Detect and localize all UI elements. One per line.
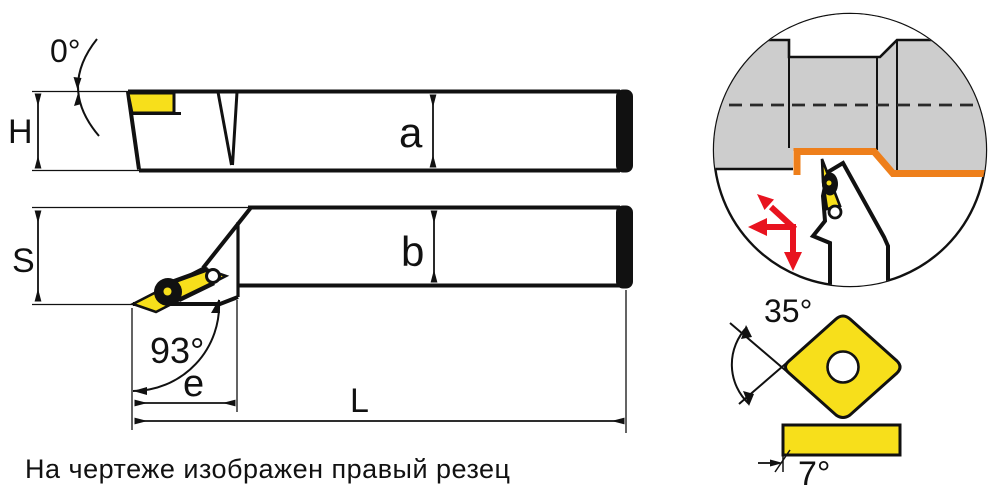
detail-screw: [829, 206, 841, 218]
rake-angle-arrow-upper: [74, 77, 82, 90]
e-dimension-label: e: [183, 363, 205, 405]
overall-length-label: L: [350, 382, 369, 420]
holder-height-label: H: [8, 113, 33, 151]
insert-side-view: [783, 425, 900, 455]
b-dimension-label: b: [401, 228, 425, 275]
side-view-insert: [128, 93, 174, 113]
point-angle-label: 35°: [764, 293, 813, 329]
rake-angle-label: 0°: [50, 33, 81, 69]
drawing-caption: На чертеже изображен правый резец: [25, 454, 511, 484]
side-view-shank-end-cap: [616, 90, 633, 173]
plan-view-dim-extension-lines: [132, 290, 626, 433]
detail-clamp-center: [827, 181, 832, 186]
insert-detail: [730, 293, 900, 493]
side-view-extension-lines: [32, 92, 140, 171]
plan-view-clamp-screw-center: [164, 288, 172, 296]
side-view: [8, 33, 633, 173]
machining-detail-circle: [700, 0, 1000, 295]
plan-view-nose-edge: [203, 208, 251, 269]
plan-view-extension-lines: [32, 208, 250, 305]
a-dimension-label: a: [399, 109, 423, 156]
insert-hole: [828, 352, 859, 383]
clearance-arrow-head: [770, 460, 783, 467]
plan-view: [12, 206, 633, 434]
shank-width-label: S: [12, 242, 35, 280]
rake-angle-leader-arc: [78, 39, 99, 136]
clearance-angle-label: 7°: [798, 455, 831, 493]
approach-angle-arrow-left: [133, 387, 147, 395]
side-view-pocket-seam: [218, 92, 237, 165]
plan-view-shank-end-cap: [616, 206, 633, 289]
plan-view-pivot-pin: [207, 270, 220, 283]
workpiece-top-clearance: [700, 0, 1000, 57]
approach-angle-label: 93°: [150, 330, 205, 371]
